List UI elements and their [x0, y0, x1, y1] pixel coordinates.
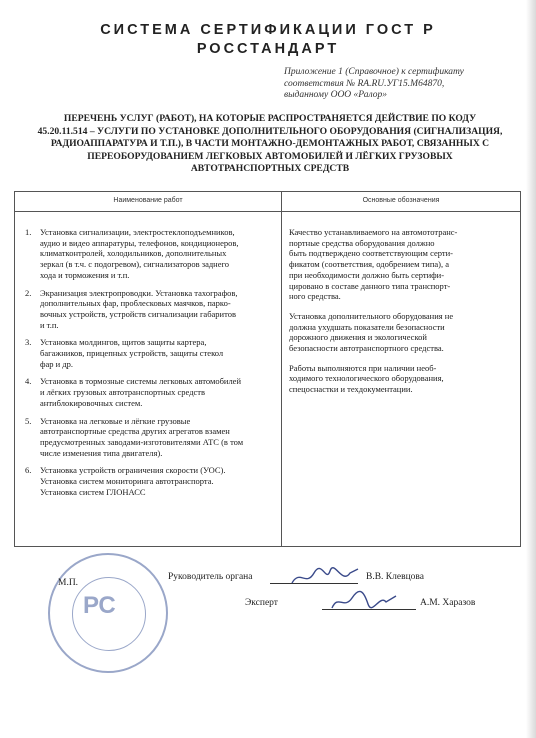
- item-number: 1.: [25, 227, 32, 237]
- note-line: при необходимости должно быть сертифи-: [289, 269, 445, 280]
- item-line: Установка на легковые и лёгкие грузовые: [40, 415, 191, 426]
- appendix-note: [284, 67, 514, 102]
- header-system-title: СИСТЕМА СЕРТИФИКАЦИИ ГОСТ Р: [100, 22, 436, 38]
- header-divider: [15, 211, 520, 212]
- list-item: [25, 337, 271, 369]
- note-paragraph: [289, 227, 515, 302]
- note-line: безопасности автотранспортного средства.: [289, 343, 444, 354]
- title-line: АВТОТРАНСПОРТНЫХ СРЕДСТВ: [190, 163, 350, 175]
- head-label: Руководитель органа: [168, 572, 253, 582]
- note-line: Установка дополнительного оборудования не: [289, 310, 454, 321]
- appendix-line: соответствия № RA.RU.УГ15.М64870,: [284, 78, 445, 89]
- mp-label: М.П.: [58, 578, 79, 588]
- item-line: числе изменения типа двигателя).: [40, 447, 163, 458]
- stamp-logo: РС: [83, 592, 116, 619]
- expert-name: А.М. Харазов: [420, 598, 476, 608]
- note-line: ходимого технологического оборудования,: [289, 373, 444, 384]
- note-line: портные средства оборудования должно: [289, 237, 435, 248]
- appendix-line: выданному ООО «Ралор»: [284, 90, 387, 100]
- item-number: 3.: [25, 337, 32, 348]
- list-item: [25, 376, 271, 408]
- item-line: Экранизация электропроводки. Установка тахографов,: [40, 287, 238, 298]
- note-line: дорожного движения и экологической: [289, 332, 427, 343]
- list-item: [25, 416, 271, 459]
- item-line: хода и торможения и т.п.: [40, 269, 130, 280]
- notes-column: [289, 227, 515, 404]
- note-line: фикатом (соответствия, одобрением типа), а: [289, 259, 450, 270]
- item-line: Установка систем ГЛОНАСС: [40, 486, 146, 497]
- item-number: 5.: [25, 415, 32, 426]
- title-line: 45.20.11.514 – УСЛУГИ ПО УСТАНОВКЕ ДОПОЛНИТЕЛЬНОГО ОБОРУДОВАНИЯ (СИГНАЛИЗАЦИЯ,: [37, 125, 503, 137]
- works-list: [25, 227, 271, 504]
- expert-label: Эксперт: [245, 598, 278, 608]
- item-line: фар и др.: [40, 358, 74, 369]
- head-name: В.В. Клевцова: [366, 572, 424, 582]
- note-paragraph: [289, 363, 515, 395]
- item-line: и лёгких грузовых автотранспортных средств: [40, 387, 206, 398]
- item-number: 6.: [25, 465, 32, 476]
- item-line: антиблокировочных систем.: [40, 397, 143, 408]
- page-edge-shadow: [526, 0, 536, 738]
- head-signature: [290, 565, 360, 589]
- item-line: дополнительных фар, проблесковых маячков, парко-: [40, 298, 231, 309]
- appendix-line: Приложение 1 (Справочное) к сертификату: [284, 67, 464, 77]
- item-line: багажников, прицепных устройств, защиты стекол: [40, 348, 224, 359]
- services-table: [14, 191, 521, 547]
- item-line: Установка устройств ограничения скорости (УОС).: [40, 465, 226, 476]
- document-title: [26, 113, 514, 176]
- item-line: Установка сигнализации, электростеклоподъемников,: [40, 227, 235, 237]
- note-line: должна ухудшать показатели безопасности: [289, 321, 445, 332]
- item-line: зеркал (в т.ч. с подогревом), сигнализаторов заднего: [40, 259, 230, 270]
- item-line: и т.п.: [40, 319, 59, 330]
- note-line: Работы выполняются при наличии необ-: [289, 362, 437, 373]
- expert-signature: [330, 588, 400, 612]
- item-line: вочных устройств, устройств сигнализации габаритов: [40, 308, 236, 319]
- note-line: спецоснастки и техдокументации.: [289, 384, 413, 395]
- item-number: 4.: [25, 376, 32, 387]
- column-divider: [281, 192, 282, 546]
- item-line: аудио и видео аппаратуры, телефонов, кондиционеров,: [40, 237, 239, 248]
- item-line: Установка молдингов, щитов защиты картера,: [40, 337, 207, 348]
- item-line: климатконтролей, холодильников, дополнительных: [40, 248, 227, 259]
- column-header-works: Наименование работ: [113, 197, 183, 204]
- column-header-notes: Основные обозначения: [362, 197, 440, 204]
- item-line: Установка в тормозные системы легковых автомобилей: [40, 376, 242, 387]
- item-line: Установка систем мониторинга автотранспорта.: [40, 476, 214, 487]
- note-line: быть подтверждено соответствующим серти-: [289, 248, 453, 259]
- item-line: предусмотренных заводами-изготовителями АТС (в том: [40, 436, 244, 447]
- item-line: автотранспортные средства других агрегатов взамен: [40, 426, 230, 437]
- note-line: цировано в составе данного типа транспорт-: [289, 280, 451, 291]
- title-line: ПЕРЕЧЕНЬ УСЛУГ (РАБОТ), НА КОТОРЫЕ РАСПРОСТРАНЯЕТСЯ ДЕЙСТВИЕ ПО КОДУ: [63, 113, 477, 124]
- note-paragraph: [289, 311, 515, 354]
- list-item: [25, 465, 271, 497]
- title-line: ПЕРЕОБОРУДОВАНИЕМ ЛЕГКОВЫХ АВТОМОБИЛЕЙ И ЛЁГКИХ ГРУЗОВЫХ: [87, 150, 453, 162]
- header-agency-title: РОССТАНДАРТ: [196, 41, 340, 57]
- note-line: Качество устанавливаемого на автомототранс-: [289, 227, 458, 237]
- official-stamp: [48, 553, 168, 673]
- note-line: ного средства.: [289, 291, 341, 302]
- title-line: РАДИОАППАРАТУРА И Т.П.), В ЧАСТИ МОНТАЖНО-ДЕМОНТАЖНЫХ РАБОТ, СВЯЗАННЫХ С: [50, 138, 490, 150]
- list-item: [25, 227, 271, 281]
- item-number: 2.: [25, 287, 32, 298]
- list-item: [25, 288, 271, 331]
